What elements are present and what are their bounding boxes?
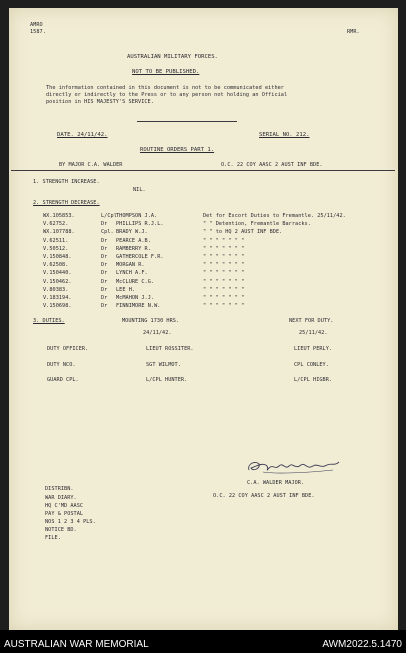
duty-current-0: LIEUT ROSSITER. [146,346,194,352]
decrease-name: THOMPSON J.A. [116,213,158,219]
decrease-detail: " " " " " " " [203,262,245,269]
decrease-detail: " " Detention, Fremantle Barracks. [203,221,311,228]
distribution-item-4: NOTICE BD. [45,527,77,533]
decrease-service-number: V.80383. [43,286,69,293]
strength-increase-heading: 1. STRENGTH INCREASE. [33,179,100,185]
warning-line-1: The information contained in this document is not to be communicated either [46,85,284,91]
decrease-rank: L/Cpl [101,213,117,219]
signatory-unit: O.C. 22 COY AASC 2 AUST INF BDE. [213,493,315,499]
archive-footer [0,630,406,653]
decrease-detail: " " " " " " " [203,237,245,244]
not-published-notice: NOT TO BE PUBLISHED. [132,69,200,75]
issued-by: BY MAJOR C.A. WALDER [59,162,123,168]
header-divider [137,121,237,122]
corner-ref [30,22,46,35]
serial-number: SERIAL NO. 212. [259,132,310,138]
decrease-rank: Dr [101,262,108,269]
decrease-rank: Dr [101,237,108,244]
strength-increase-value: NIL. [133,187,146,193]
decrease-detail: " " to HQ 2 AUST INF BDE. [203,229,283,236]
duty-role-1: DUTY NCO. [47,362,76,368]
decrease-detail: Det for Escort Duties to Fremantle. 25/11/42. [203,213,346,219]
duties-heading: 3. DUTIES. [33,318,65,324]
duty-next-2: L/CPL HIGBR. [294,377,333,383]
footer-accession-number: AWM2022.5.1470 [322,639,402,650]
document-sheet [9,8,398,630]
decrease-detail: " " " " " " " [203,254,245,260]
decrease-detail: " " " " " " " [203,286,245,293]
handwritten-signature [245,456,341,478]
issuing-unit: O.C. 22 COY AASC 2 AUST INF BDE. [221,162,323,168]
duty-next-0: LIEUT PERLY. [294,346,333,352]
decrease-name: BRADY W.J. [116,229,148,236]
decrease-service-number: V.150698. [43,303,72,310]
decrease-service-number: V.150440. [43,270,72,277]
decrease-rank: Dr [101,221,108,228]
orders-title: ROUTINE ORDERS PART 1. [140,147,215,153]
distribution-item-5: FILE. [45,535,61,541]
duties-next-date: 25/11/42. [299,330,328,336]
decrease-service-number: WX.105853. [43,213,75,219]
distribution-item-3: NOS 1 2 3 4 PLS. [45,519,96,525]
decrease-name: GATHERCOLE F.R. [116,254,164,260]
decrease-name: McMAHON J.J. [116,295,155,301]
decrease-name: LYNCH A.F. [116,270,148,277]
decrease-name: PHILLIPS R.J.L. [116,221,164,228]
meta-divider [11,170,395,171]
decrease-rank: Dr [101,286,108,293]
decrease-rank: Dr [101,278,108,285]
duty-current-2: L/CPL HUNTER. [146,377,188,383]
decrease-detail: " " " " " " " [203,303,245,310]
distribution-heading: DISTRIBN. [45,486,74,492]
decrease-service-number: V.183194. [43,295,72,301]
decrease-name: MORGAN R. [116,262,145,269]
decrease-service-number: V.62511. [43,237,69,244]
decrease-service-number: V.150848. [43,254,72,260]
decrease-name: McCLURE C.G. [116,278,155,285]
duty-current-1: SGT WILMOT. [146,362,181,368]
distribution-item-1: HQ C'MD AASC [45,503,84,509]
document-date: DATE. 24/11/42. [57,132,108,138]
corner-ref-line1: AMRO [30,22,43,28]
corner-ref-line2: 1587. [30,28,46,35]
duty-role-2: GUARD CPL. [47,377,79,383]
duties-current-header: MOUNTING 1730 HRS. [122,318,180,324]
decrease-name: LEE H. [116,286,136,293]
decrease-rank: Dr [101,245,108,252]
warning-line-3: position in HIS MAJESTY'S SERVICE. [46,99,154,105]
decrease-name: PEARCE A.B. [116,237,151,244]
footer-institution: AUSTRALIAN WAR MEMORIAL [4,639,149,650]
corner-right-mark: RMR. [347,29,360,35]
duties-next-header: NEXT FOR DUTY. [289,318,334,324]
decrease-rank: Dr [101,295,108,301]
warning-line-2: directly or indirectly to the Press or to any person not holding an Official [46,92,288,98]
decrease-service-number: V.62508. [43,262,69,269]
decrease-service-number: V.50512. [43,245,69,252]
decrease-detail: " " " " " " " [203,245,245,252]
decrease-rank: Cpl. [101,229,114,236]
signatory-name: C.A. WALDER MAJOR. [247,480,305,486]
decrease-rank: Dr [101,270,108,277]
decrease-detail: " " " " " " " [203,295,245,301]
decrease-service-number: WX.107788. [43,229,75,236]
duty-role-0: DUTY OFFICER. [47,346,89,352]
decrease-name: RAMBERRY R. [116,245,151,252]
strength-decrease-heading: 2. STRENGTH DECREASE. [33,200,100,206]
decrease-rank: Dr [101,254,108,260]
decrease-detail: " " " " " " " [203,270,245,277]
distribution-item-2: PAY & POSTAL [45,511,84,517]
duties-current-date: 24/11/42. [143,330,172,336]
decrease-name: FINNIMORE N.W. [116,303,161,310]
decrease-service-number: V.150462. [43,278,72,285]
decrease-service-number: V.62752. [43,221,69,228]
duty-next-1: CPL CONLEY. [294,362,329,368]
document-title: AUSTRALIAN MILITARY FORCES. [127,54,218,60]
decrease-rank: Dr [101,303,108,310]
distribution-item-0: WAR DIARY. [45,495,77,501]
decrease-detail: " " " " " " " [203,278,245,285]
